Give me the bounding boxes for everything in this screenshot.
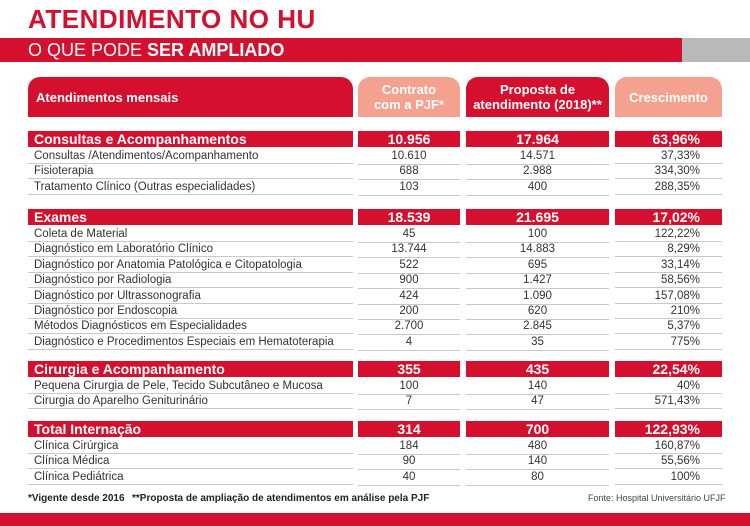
row-growth-value: 775%	[615, 335, 722, 350]
section-header-growth: 122,93%	[615, 421, 722, 437]
section-header-contract: 18.539	[358, 209, 460, 225]
row-label: Clínica Cirúrgica	[28, 439, 353, 454]
row-growth-value: 58,56%	[615, 273, 722, 288]
row-label: Diagnóstico por Ultrassonografia	[28, 289, 353, 304]
section-header-growth: 22,54%	[615, 361, 722, 377]
row-proposal-value: 1.090	[466, 289, 609, 305]
row-label: Fisioterapia	[28, 164, 353, 179]
row-contract-value: 200	[358, 304, 460, 320]
section-header-growth: 63,96%	[615, 131, 722, 147]
subtitle-bold: SER AMPLIADO	[147, 40, 285, 60]
row-contract-value: 45	[358, 227, 460, 243]
row-label: Coleta de Material	[28, 227, 353, 242]
column-header-proposal	[466, 77, 609, 117]
row-label: Pequena Cirurgia de Pele, Tecido Subcutâneo e Mucosa	[28, 379, 353, 394]
subtitle-plain: O QUE PODE	[28, 40, 148, 60]
row-proposal-value: 140	[466, 379, 609, 395]
row-proposal-value: 35	[466, 335, 609, 351]
column-header-label	[28, 77, 353, 117]
row-label: Métodos Diagnósticos em Especialidades	[28, 319, 353, 334]
section-header-proposal: 21.695	[466, 209, 609, 225]
row-proposal-value: 47	[466, 394, 609, 410]
section-header-label: Consultas e Acompanhamentos	[28, 131, 353, 147]
column-header-growth	[615, 77, 722, 117]
row-contract-value: 688	[358, 164, 460, 180]
row-growth-value: 122,22%	[615, 227, 722, 242]
row-label: Clínica Médica	[28, 454, 353, 469]
table-row	[0, 439, 750, 454]
row-contract-value: 2.700	[358, 319, 460, 335]
row-growth-value: 100%	[615, 470, 722, 485]
row-contract-value: 424	[358, 289, 460, 305]
row-label: Diagnóstico em Laboratório Clínico	[28, 242, 353, 257]
subtitle	[28, 40, 284, 61]
row-label: Diagnóstico e Procedimentos Especiais em Hematoterapia	[28, 335, 353, 350]
row-contract-value: 10.610	[358, 149, 460, 165]
row-growth-value: 33,14%	[615, 258, 722, 273]
table-row	[0, 394, 750, 409]
section-header-contract: 314	[358, 421, 460, 437]
table-row	[0, 180, 750, 195]
row-proposal-value: 14.571	[466, 149, 609, 165]
row-contract-value: 900	[358, 273, 460, 289]
section-header-label: Exames	[28, 209, 353, 225]
column-header-contract-line2: com a PJF*	[373, 97, 445, 112]
section-header-contract: 355	[358, 361, 460, 377]
row-growth-value: 5,37%	[615, 319, 722, 334]
row-label: Consultas /Atendimentos/Acompanhamento	[28, 149, 353, 164]
section-header-proposal: 17.964	[466, 131, 609, 147]
row-label: Tratamento Clínico (Outras especialidades)	[28, 180, 353, 195]
row-proposal-value: 140	[466, 454, 609, 470]
page-title: ATENDIMENTO NO HU	[28, 4, 316, 34]
row-contract-value: 90	[358, 454, 460, 470]
row-proposal-value: 400	[466, 180, 609, 196]
row-growth-value: 8,29%	[615, 242, 722, 257]
section-header-label: Cirurgia e Acompanhamento	[28, 361, 353, 377]
row-contract-value: 103	[358, 180, 460, 196]
row-contract-value: 7	[358, 394, 460, 410]
row-label: Diagnóstico por Endoscopia	[28, 304, 353, 319]
table-row	[0, 304, 750, 319]
row-proposal-value: 695	[466, 258, 609, 274]
row-proposal-value: 14.883	[466, 242, 609, 258]
row-contract-value: 40	[358, 470, 460, 486]
row-contract-value: 4	[358, 335, 460, 351]
row-proposal-value: 100	[466, 227, 609, 243]
row-growth-value: 37,33%	[615, 149, 722, 164]
subtitle-bar	[0, 38, 750, 62]
section-header-proposal: 435	[466, 361, 609, 377]
row-growth-value: 210%	[615, 304, 722, 319]
row-proposal-value: 1.427	[466, 273, 609, 289]
row-contract-value: 522	[358, 258, 460, 274]
table-row	[0, 379, 750, 394]
table-row	[0, 242, 750, 257]
column-header-contract	[358, 77, 460, 117]
section-header-growth: 17,02%	[615, 209, 722, 225]
table-row	[0, 289, 750, 304]
row-label: Diagnóstico por Radiologia	[28, 273, 353, 288]
row-proposal-value: 80	[466, 470, 609, 486]
row-growth-value: 334,30%	[615, 164, 722, 179]
row-proposal-value: 620	[466, 304, 609, 320]
table-row	[0, 454, 750, 469]
table-row	[0, 335, 750, 350]
bottom-bar	[0, 513, 750, 526]
table-row	[0, 470, 750, 485]
column-header-growth-text: Crescimento	[629, 89, 708, 105]
table-row	[0, 258, 750, 273]
row-growth-value: 571,43%	[615, 394, 722, 409]
row-growth-value: 55,56%	[615, 454, 722, 469]
row-label: Cirurgia do Aparelho Geniturinário	[28, 394, 353, 409]
row-growth-value: 160,87%	[615, 439, 722, 454]
row-contract-value: 13.744	[358, 242, 460, 258]
row-contract-value: 100	[358, 379, 460, 395]
row-label: Clínica Pediátrica	[28, 470, 353, 485]
section-header-contract: 10.956	[358, 131, 460, 147]
table-row	[0, 164, 750, 179]
row-proposal-value: 480	[466, 439, 609, 455]
section-header-label: Total Internação	[28, 421, 353, 437]
column-header-proposal-line1: Proposta de	[499, 82, 576, 97]
table-row	[0, 273, 750, 288]
row-proposal-value: 2.845	[466, 319, 609, 335]
row-proposal-value: 2.988	[466, 164, 609, 180]
table-row	[0, 319, 750, 334]
table-row	[0, 227, 750, 242]
table-row	[0, 149, 750, 164]
footnote-1: *Vigente desde 2016	[28, 493, 125, 504]
column-header-proposal-line2: atendimento (2018)**	[473, 97, 602, 112]
column-header-label-text: Atendimentos mensais	[36, 89, 179, 105]
source-note: Fonte: Hospital Universitário UFJF	[588, 493, 726, 503]
row-contract-value: 184	[358, 439, 460, 455]
row-label: Diagnóstico por Anatomia Patológica e Citopatologia	[28, 258, 353, 273]
section-header-proposal: 700	[466, 421, 609, 437]
column-header-contract-line1: Contrato	[381, 82, 437, 97]
row-growth-value: 288,35%	[615, 180, 722, 195]
subtitle-bar-grey	[682, 38, 750, 62]
footnote-2: **Proposta de ampliação de atendimentos em análise pela PJF	[132, 493, 430, 504]
row-growth-value: 40%	[615, 379, 722, 394]
row-growth-value: 157,08%	[615, 289, 722, 304]
